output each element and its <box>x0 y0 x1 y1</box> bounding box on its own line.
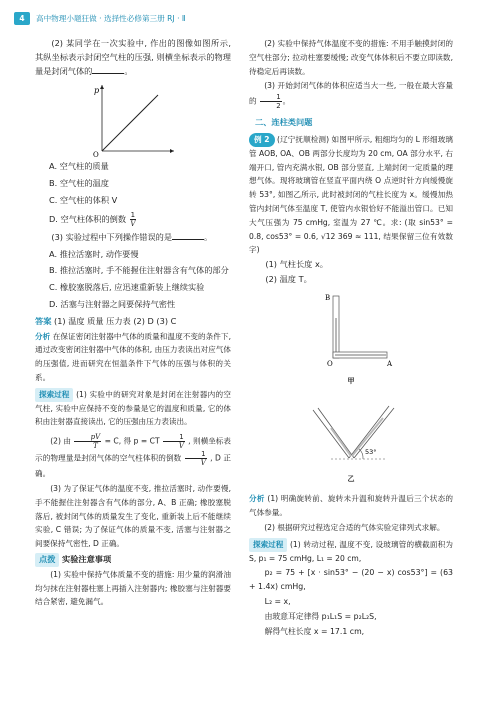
analysis <box>35 330 231 385</box>
note-heading <box>35 553 231 567</box>
process-2-d: , D 正确。 <box>35 453 231 479</box>
denominator-t: T <box>93 442 98 451</box>
p-graph <box>88 81 178 157</box>
note-3-text: (3) 开始封闭气体的体积应适当大一些, 一般在最大容量的 <box>249 81 453 106</box>
angle-label: 53° <box>365 447 377 456</box>
option-d <box>35 211 231 228</box>
answer-blank-3 <box>172 231 204 240</box>
note-title: 实验注意事项 <box>62 553 112 564</box>
right-column <box>249 37 453 639</box>
analysis-1: (1) 明确旋转前、旋转未升温和旋转升温后三个状态的气体参量。 <box>249 494 454 518</box>
example-2 <box>249 133 453 257</box>
fraction-pv-over-t <box>74 433 101 450</box>
answer <box>35 315 231 329</box>
x-axis-arrow <box>170 149 174 153</box>
analysis-text: 在保证密闭注射器中气体的质量和温度不变的条件下, 通过改变密闭注射器中气体的体积, 由压力表读出对应气体的压强值, 进而研究在恒温条件下气体的压强与体积的关系。 <box>35 331 231 382</box>
analysis-right <box>249 492 453 520</box>
fraction-1-over-v-3 <box>185 450 207 467</box>
caption-yi: 乙 <box>347 474 355 483</box>
caption-jia: 甲 <box>347 376 355 385</box>
question-3 <box>35 231 231 245</box>
y-axis-arrow <box>100 85 104 89</box>
label-b: B <box>325 293 331 302</box>
question-2 <box>35 37 231 78</box>
page-header <box>14 12 186 26</box>
process-3-text: (3) 为了保证气体的温度不变, 推拉活塞时, 动作要慢, 手不能握住注射器含有气体的部分, A、B 正确; 橡胶塞脱落后, 被封闭气体的质量发生了变化, 重新装上后不能继续实验, C 错误; 为了保证气体的质量不变, 活塞与注射器之间要保持气密性, D 正确。 <box>35 483 231 549</box>
origin-label: O <box>93 151 99 158</box>
note-2: (2) 实验中保持气体温度不变的措施: 不用手触摸封闭的空气柱部分; 拉动柱塞要缓慢; 改变气体体积后不要立即读数, 待稳定后再读数。 <box>249 39 453 76</box>
equation-p2: p₂ = 75 + [x · sin53° − (20 − x) cos53°] = (63 + 1.4x) cmHg, <box>249 568 453 592</box>
fraction-1-over-v-2 <box>163 433 185 450</box>
process-2 <box>35 433 231 481</box>
numerator-pv: pV <box>74 433 101 442</box>
answer-text: (1) 温度 质量 压力表 (2) D (3) C <box>54 315 177 326</box>
note-3-end: 。 <box>282 96 291 106</box>
half-numerator: 1 <box>260 93 282 102</box>
figure-jia <box>301 290 401 372</box>
option-c: C. 空气柱的体积 V <box>49 194 118 205</box>
option-b: B. 空气柱的温度 <box>49 178 109 189</box>
book-title: 高中物理小题狂做 · 选择性必修第三册 RJ · Ⅱ <box>36 14 186 23</box>
answer-blank <box>92 65 124 74</box>
numerator-1b: 1 <box>185 450 207 459</box>
option-a: A. 空气柱的质量 <box>49 161 109 172</box>
y-axis-label: p <box>94 86 100 96</box>
process-2-a: (2) 由 <box>50 436 71 446</box>
fraction-half <box>260 93 282 110</box>
option-q3-c: C. 橡胶塞脱落后, 应迅速重新装上继续实验 <box>49 282 205 293</box>
analysis-2: (2) 根据研究过程选定合适的气体实验定律列式求解。 <box>264 522 445 532</box>
process-2-c: , 则横坐标表示的物理量是封闭气体的空气柱体积的倒数 <box>35 436 232 463</box>
left-column <box>35 37 231 610</box>
equation-result: 解得气柱长度 x = 17.1 cm, <box>264 626 365 636</box>
question-2-end: 。 <box>124 65 133 76</box>
analysis-label: 分析 <box>35 331 51 341</box>
denominator-vb: V <box>200 459 206 468</box>
page-number: 4 <box>14 12 30 25</box>
analysis-label-right: 分析 <box>249 494 265 504</box>
note-3 <box>249 79 453 110</box>
v-tube <box>313 406 394 458</box>
option-d-text: D. 空气柱体积的倒数 <box>49 213 127 224</box>
equation-law: 由玻意耳定律得 p₁L₁S = p₂L₂S, <box>264 611 377 621</box>
graph-line <box>102 95 158 151</box>
figure-yi <box>291 392 411 470</box>
option-q3-a: A. 推拉活塞时, 动作要慢 <box>49 248 139 259</box>
example-q1: (1) 气柱长度 x。 <box>265 259 328 270</box>
question-3-end: 。 <box>204 231 213 242</box>
mercury-horizontal <box>335 354 387 356</box>
label-a: A <box>387 359 393 368</box>
equation-l2: L₂ = x, <box>264 596 291 606</box>
note-label: 点拨 <box>35 553 59 567</box>
section-title: 二、连柱类问题 <box>255 117 313 128</box>
options-q2 <box>35 160 231 227</box>
numerator-1: 1 <box>163 433 185 442</box>
example-text: (辽宁抚顺检测) 如图甲所示, 粗细均匀的 L 形细玻璃管 AOB, OA、OB 两部分长度均为 20 cm, OA 部分水平, 右端开口, 管内充满水银, OB 部分竖直, 上端封闭一定质量的理想气体。现将玻璃管在竖直平面内绕 O 点逆时针方向缓慢旋转 53°, 如图乙所示, 此时被封闭的气柱长度为 x。缓慢加热管内封闭气体至温度 T, 使管内水银恰好不能溢出管口。已知大气压强为 75 cmHg, 室温为 27 ℃。求: (取 sin53° = 0.8, cos53° = 0.6, √12 369 ≈ 111, 结果保留三位有效数字) <box>249 134 453 255</box>
fraction-1-over-v <box>130 211 136 228</box>
option-q3-d: D. 活塞与注射器之间要保持气密性 <box>49 298 176 309</box>
process-2-b: = C, 得 p = CT <box>104 436 160 446</box>
process-label-right: 探索过程 <box>249 538 287 552</box>
process-right-1: (1) 转动过程, 温度不变, 设玻璃管的横截面积为 S, p₁ = 75 cmHg, L₁ = 20 cm, <box>249 539 453 563</box>
example-q2: (2) 温度 T。 <box>265 273 312 284</box>
half-denominator: 2 <box>276 102 281 111</box>
numerator: 1 <box>130 210 136 219</box>
label-o: O <box>327 359 333 368</box>
option-q3-b: B. 推拉活塞时, 手不能握住注射器含有气体的部分 <box>49 265 229 276</box>
note-1: (1) 实验中保持气体质量不变的措施: 用少量的润滑油均匀抹在注射器柱塞上再插入注射器内; 橡胶塞与注射器要结合紧密, 避免漏气。 <box>35 569 231 607</box>
question-3-text: (3) 实验过程中下列操作错误的是 <box>51 231 173 242</box>
question-2-text: (2) 某同学在一次实验中, 作出的图像如图所示, 其纵坐标表示封闭空气柱的压强, 则横坐标表示的物理量是封闭气体的 <box>35 38 231 76</box>
process-1-text: (1) 实验中的研究对象是封闭在注射器内的空气柱, 实验中应保持不变的参量是它的温度和质量, 它的体积由注射器直接读出, 它的压强由压力表读出。 <box>35 389 231 427</box>
answer-label: 答案 <box>35 315 52 326</box>
process-right <box>249 538 453 566</box>
process-1 <box>35 388 231 429</box>
options-q3 <box>35 248 231 312</box>
process-3 <box>35 482 231 551</box>
example-tag: 例 2 <box>249 133 275 147</box>
denominator-v: V <box>178 442 184 451</box>
denominator: V <box>130 219 136 228</box>
process-label: 探索过程 <box>35 388 73 402</box>
